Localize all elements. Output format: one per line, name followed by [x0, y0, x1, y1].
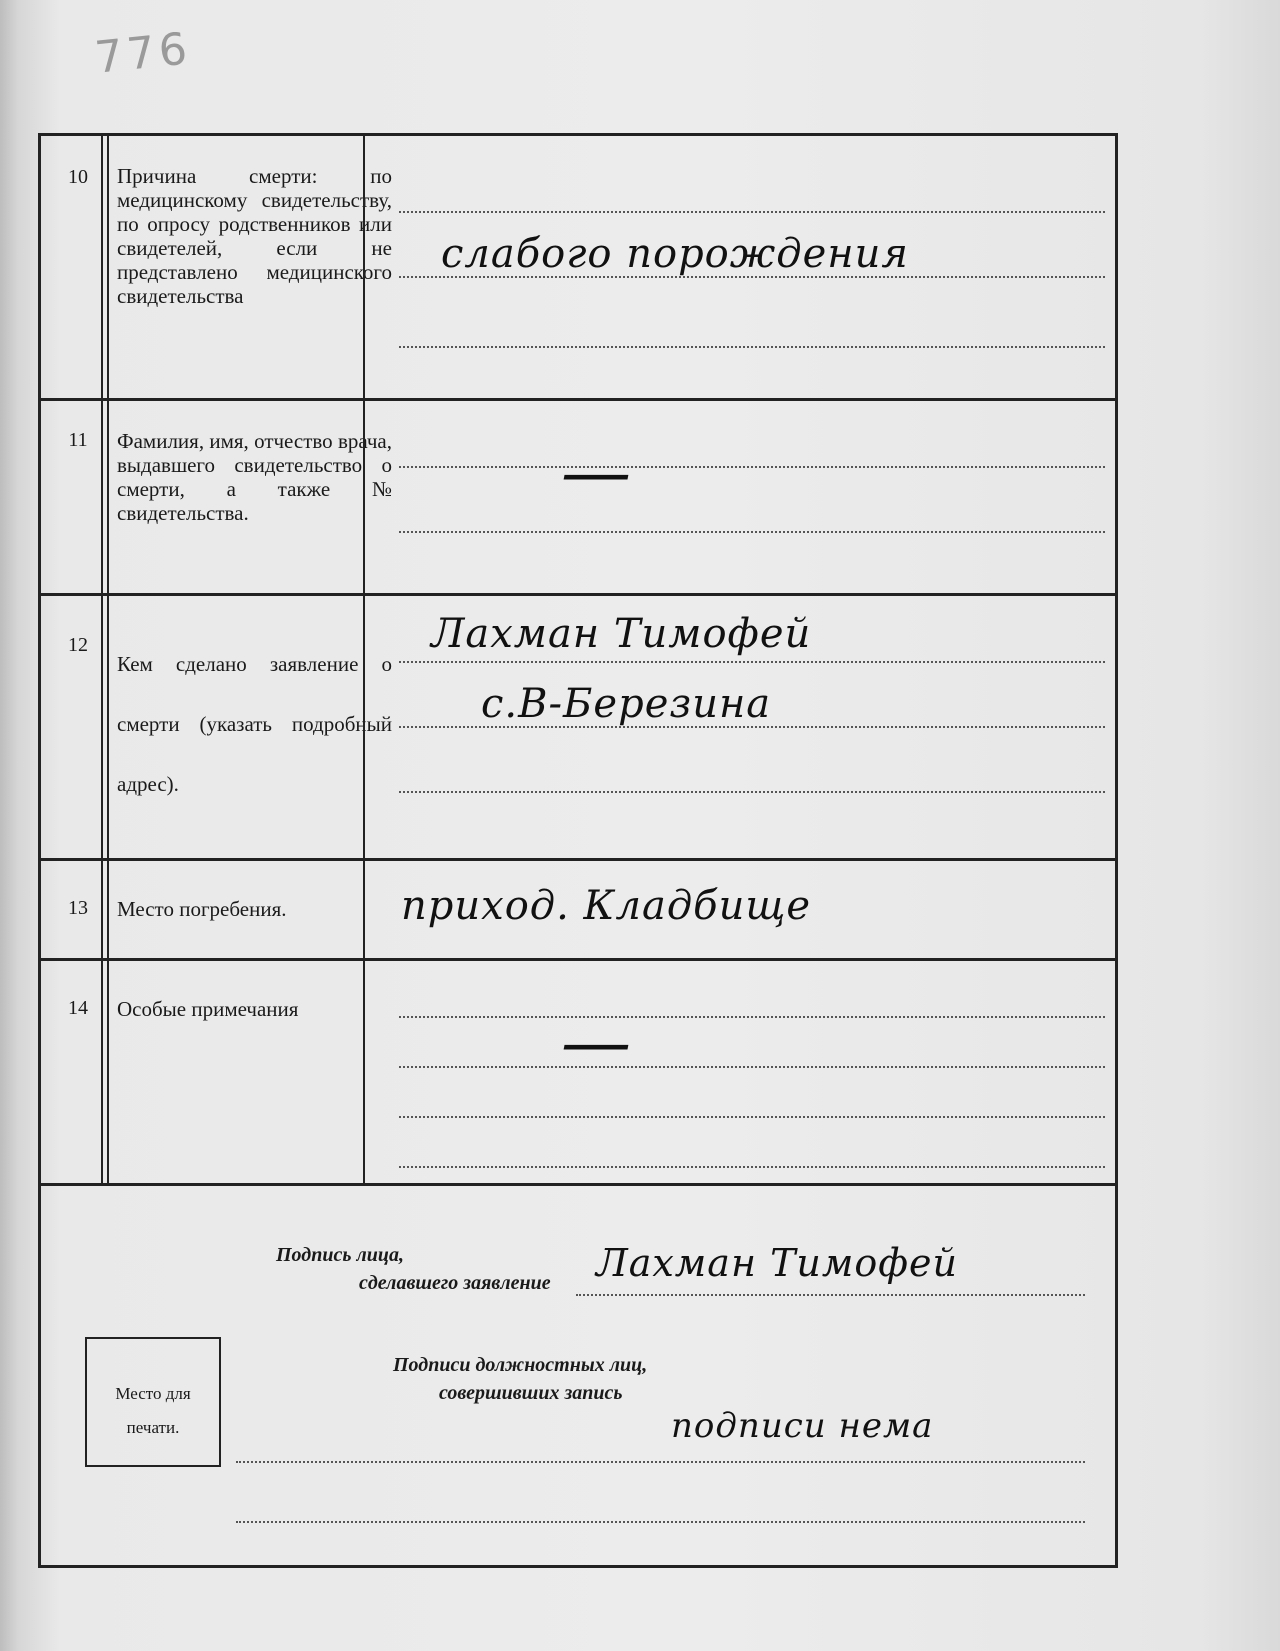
row-cause-of-death	[41, 136, 1115, 401]
answer-area	[371, 961, 1115, 1183]
handwritten-answer: слабого порождения	[441, 231, 909, 277]
dotted-line	[236, 1521, 1085, 1523]
column-divider	[101, 961, 103, 1183]
column-divider	[107, 961, 109, 1183]
handwritten-answer: приход. Кладбище	[401, 883, 812, 929]
page-number-mark: 776	[92, 23, 194, 84]
applicant-signature-label-2: сделавшего заявление	[359, 1272, 551, 1294]
column-divider	[107, 136, 109, 398]
row-special-notes	[41, 961, 1115, 1186]
column-divider	[107, 596, 109, 858]
row-number: 11	[68, 429, 88, 451]
field-label: Фамилия, имя, отчество врача, выдавшего свидетельство о смерти, а также № свидетельства.	[117, 429, 392, 525]
column-divider	[363, 861, 365, 958]
dotted-line	[399, 1166, 1105, 1168]
handwritten-dash: —	[561, 431, 632, 513]
column-divider	[101, 596, 103, 858]
officials-signature: подписи нема	[671, 1406, 934, 1446]
dotted-line	[399, 1016, 1105, 1018]
row-number: 14	[68, 997, 88, 1019]
answer-area	[371, 596, 1115, 858]
dotted-line	[399, 346, 1105, 348]
dotted-line	[399, 1116, 1105, 1118]
column-divider	[363, 136, 365, 398]
answer-area	[371, 401, 1115, 593]
dotted-line	[399, 661, 1105, 663]
row-declarant	[41, 596, 1115, 861]
column-divider	[101, 401, 103, 593]
stamp-placeholder-box: Место для печати.	[85, 1337, 221, 1467]
column-divider	[107, 401, 109, 593]
row-doctor-name	[41, 401, 1115, 596]
dotted-line	[576, 1294, 1085, 1296]
dotted-line	[236, 1461, 1085, 1463]
dotted-line	[399, 1066, 1105, 1068]
column-divider	[101, 861, 103, 958]
row-number: 13	[68, 897, 88, 919]
dotted-line	[399, 791, 1105, 793]
row-burial-place	[41, 861, 1115, 961]
column-divider	[363, 596, 365, 858]
dotted-line	[399, 531, 1105, 533]
field-label: Место погребения.	[117, 897, 287, 921]
column-divider	[363, 961, 365, 1183]
applicant-signature: Лахман Тимофей	[596, 1241, 958, 1285]
row-number: 12	[68, 634, 88, 656]
handwritten-dash: —	[561, 1001, 632, 1083]
column-divider	[363, 401, 365, 593]
field-label: Особые примечания	[117, 997, 299, 1021]
row-number: 10	[68, 166, 88, 188]
answer-area	[371, 861, 1115, 958]
field-label: Причина смерти: по медицинскому свидетельству, по опросу родственников или свидетелей, если не представлено медицинского свидетельства	[117, 164, 392, 308]
applicant-signature-label-1: Подпись лица,	[276, 1244, 404, 1266]
column-divider	[107, 861, 109, 958]
officials-signature-label-2: совершивших запись	[439, 1382, 623, 1404]
dotted-line	[399, 466, 1105, 468]
field-label: Кем сделано заявление о смерти (указать подробный адрес).	[117, 652, 392, 796]
officials-signature-label-1: Подписи должностных лиц,	[393, 1354, 648, 1376]
handwritten-declarant-name: Лахман Тимофей	[431, 611, 812, 657]
handwritten-declarant-address: с.В-Березина	[481, 681, 772, 727]
dotted-line	[399, 211, 1105, 213]
answer-area	[371, 136, 1115, 398]
column-divider	[101, 136, 103, 398]
